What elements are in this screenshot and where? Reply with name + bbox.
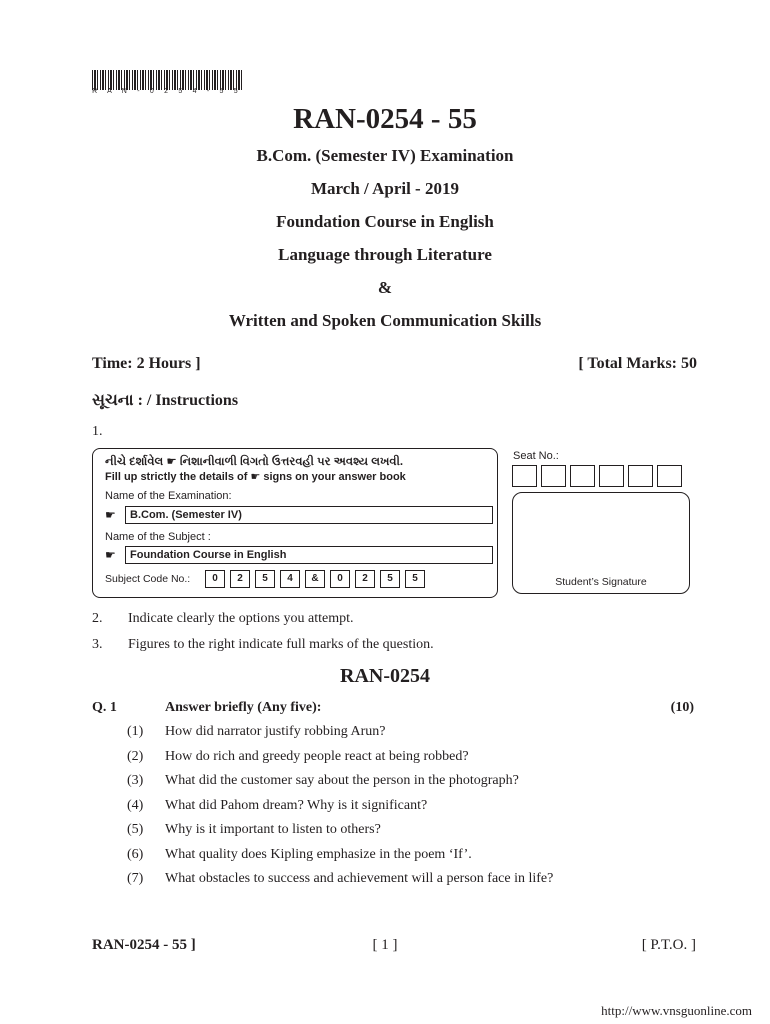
- sub-question-number: (3): [127, 773, 144, 788]
- exam-name-field: B.Com. (Semester IV): [125, 506, 493, 524]
- pointer-icon: ☛: [105, 548, 116, 562]
- code-digit: 5: [405, 570, 425, 588]
- seat-cell: [570, 465, 595, 487]
- code-digit: 5: [380, 570, 400, 588]
- instruction-3-number: 3.: [92, 637, 103, 652]
- details-box: [92, 448, 498, 598]
- sub-question-text: What quality does Kipling emphasize in the poem ‘If’.: [165, 847, 472, 862]
- sub-question-number: (5): [127, 822, 144, 837]
- seat-cell: [628, 465, 653, 487]
- pointer-icon: ☛: [105, 508, 116, 522]
- seat-cell: [599, 465, 624, 487]
- subject-line-1: Language through Literature: [278, 245, 492, 264]
- instruction-2-number: 2.: [92, 611, 103, 626]
- exam-name-label: Name of the Examination:: [105, 490, 232, 502]
- question-title: Answer briefly (Any five):: [165, 700, 322, 715]
- seat-cell: [541, 465, 566, 487]
- course-name: Foundation Course in English: [276, 212, 494, 231]
- instructions-heading: સૂચના : / Instructions: [92, 392, 239, 409]
- question-marks: (10): [670, 700, 694, 715]
- sub-question-number: (6): [127, 847, 144, 862]
- code-digit: 0: [205, 570, 225, 588]
- source-url: http://www.vnsguonline.com: [601, 1003, 752, 1018]
- signature-label: Student’s Signature: [555, 576, 647, 588]
- sub-question-number: (1): [127, 724, 144, 739]
- code-digit: 4: [280, 570, 300, 588]
- ampersand: &: [377, 278, 393, 297]
- code-digit: 2: [355, 570, 375, 588]
- sub-question-number: (7): [127, 871, 144, 886]
- subject-name-label: Name of the Subject :: [105, 531, 211, 543]
- signature-box: [512, 492, 690, 594]
- sub-question-text: What did the customer say about the person in the photograph?: [165, 773, 519, 788]
- exam-session: March / April - 2019: [311, 179, 459, 198]
- total-marks-label: [ Total Marks: 50: [578, 355, 697, 372]
- time-label: Time: 2 Hours ]: [92, 355, 201, 372]
- code-digit: 0: [330, 570, 350, 588]
- question-number: Q. 1: [92, 700, 117, 715]
- code-digit: 5: [255, 570, 275, 588]
- subject-code-label: Subject Code No.:: [105, 573, 191, 585]
- sub-question-number: (2): [127, 749, 144, 764]
- subject-line-2: Written and Spoken Communication Skills: [228, 311, 542, 330]
- code-digit: &: [305, 570, 325, 588]
- exam-name: B.Com. (Semester IV) Examination: [256, 146, 514, 165]
- barcode: [92, 70, 242, 90]
- seat-cell: [512, 465, 537, 487]
- instruction-3-text: Figures to the right indicate full marks of the question.: [128, 637, 434, 652]
- seat-number-label: Seat No.:: [513, 450, 559, 462]
- sub-question-number: (4): [127, 798, 144, 813]
- sub-question-text: How did narrator justify robbing Arun?: [165, 724, 386, 739]
- subject-code-digits: [205, 570, 425, 588]
- seat-cell: [657, 465, 682, 487]
- sub-question-text: Why is it important to listen to others?: [165, 822, 381, 837]
- footer-page-number: [ 1 ]: [372, 937, 398, 953]
- seat-number-boxes: [512, 465, 682, 487]
- english-instruction: Fill up strictly the details of ☛ signs on your answer book: [105, 471, 406, 483]
- instruction-1-number: 1.: [92, 424, 103, 439]
- section-title: RAN-0254: [340, 665, 430, 687]
- barcode-text: R A N - 0 2 5 4 - 5 5: [92, 88, 242, 95]
- sub-question-text: What obstacles to success and achievement will a person face in life?: [165, 871, 554, 886]
- sub-question-text: What did Pahom dream? Why is it significant?: [165, 798, 428, 813]
- sub-question-text: How do rich and greedy people react at being robbed?: [165, 749, 469, 764]
- gujarati-instruction: નીચે દર્શાવેલ ☛ નિશાનીવાળી વિગતો ઉત્તરવહી પર અવશ્ય લખવી.: [105, 456, 404, 468]
- subject-name-field: Foundation Course in English: [125, 546, 493, 564]
- instruction-2-text: Indicate clearly the options you attempt.: [128, 611, 354, 626]
- footer-paper-code: RAN-0254 - 55 ]: [92, 937, 196, 953]
- paper-code-title: RAN-0254 - 55: [293, 103, 477, 135]
- code-digit: 2: [230, 570, 250, 588]
- footer-pto: [ P.T.O. ]: [641, 937, 696, 953]
